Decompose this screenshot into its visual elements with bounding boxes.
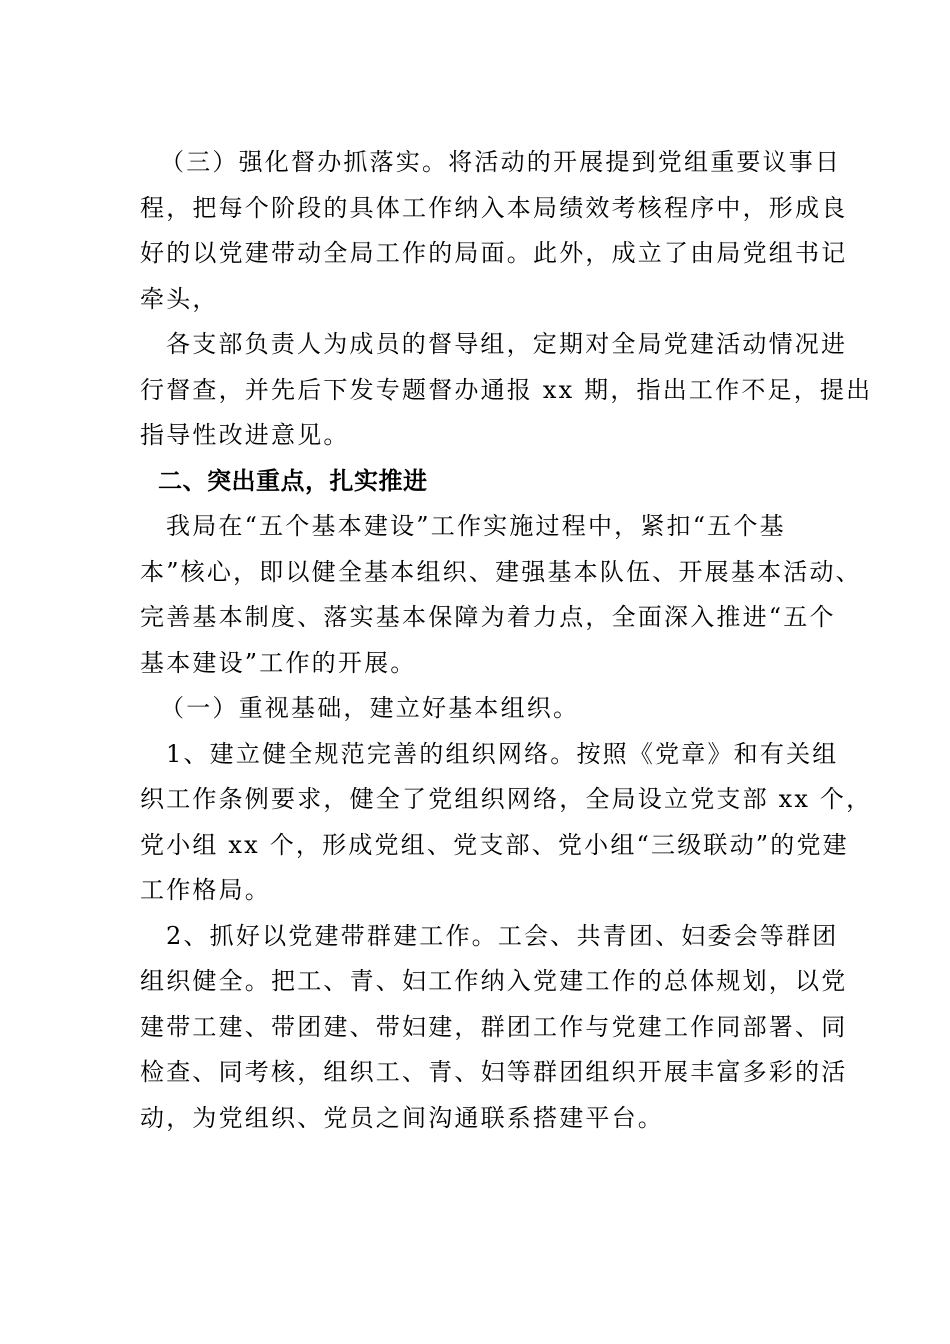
paragraph-five-basics: [140, 504, 862, 686]
text-line: 各支部负责人为成员的督导组，定期对全局党建活动情况进: [166, 330, 848, 358]
paragraph-supervision: [140, 140, 848, 322]
text-line: 本”核心，即以健全基本组织、建强基本队伍、开展基本活动、: [140, 557, 862, 586]
text-line: 基本建设”工作的开展。: [140, 648, 417, 677]
section-heading-two: [140, 459, 824, 505]
text-line: 行督查，并先后下发专题督办通报 xx 期，指出工作不足，提出: [140, 375, 873, 404]
text-line: 组织健全。把工、青、妇工作纳入党建工作的总体规划，以党: [140, 967, 848, 995]
text-line: 牵头，: [140, 284, 219, 313]
text-line: 我局在“五个基本建设”工作实施过程中，紧扣“五个基: [166, 512, 786, 540]
text-line: 好的以党建带动全局工作的局面。此外，成立了由局党组书记: [140, 239, 848, 267]
text-line: 党小组 xx 个，形成党组、党支部、党小组“三级联动”的党建: [140, 830, 849, 859]
text-line: 完善基本制度、落实基本保障为着力点，全面深入推进“五个: [140, 603, 836, 631]
subheading-text: （一）重视基础，建立好基本组织。: [160, 694, 580, 722]
subsection-heading-one: [140, 686, 824, 732]
document-page: [140, 140, 873, 1141]
text-line: 1、建立健全规范完善的组织网络。按照《党章》和有关组: [166, 739, 839, 768]
text-line: 程，把每个阶段的具体工作纳入本局绩效考核程序中，形成良: [140, 193, 848, 222]
text-line: 2、抓好以党建带群建工作。工会、共青团、妇委会等群团: [166, 921, 839, 950]
paragraph-item-2: [140, 914, 848, 1142]
text-line: 建带工建、带团建、带妇建，群团工作与党建工作同部署、同: [140, 1012, 848, 1041]
text-line: 织工作条例要求，健全了党组织网络，全局设立党支部 xx 个，: [140, 785, 873, 813]
heading-text: 二、突出重点，扎实推进: [158, 466, 428, 495]
text-line: 工作格局。: [140, 876, 271, 904]
text-line: 指导性改进意见。: [140, 421, 350, 449]
paragraph-supervision-group: [140, 322, 873, 459]
text-line: （三）强化督办抓落实。将活动的开展提到党组重要议事日: [160, 148, 842, 176]
paragraph-item-1: [140, 732, 873, 914]
text-line: 检查、同考核，组织工、青、妇等群团组织开展丰富多彩的活: [140, 1058, 848, 1086]
text-line: 动，为党组织、党员之间沟通联系搭建平台。: [140, 1103, 664, 1132]
